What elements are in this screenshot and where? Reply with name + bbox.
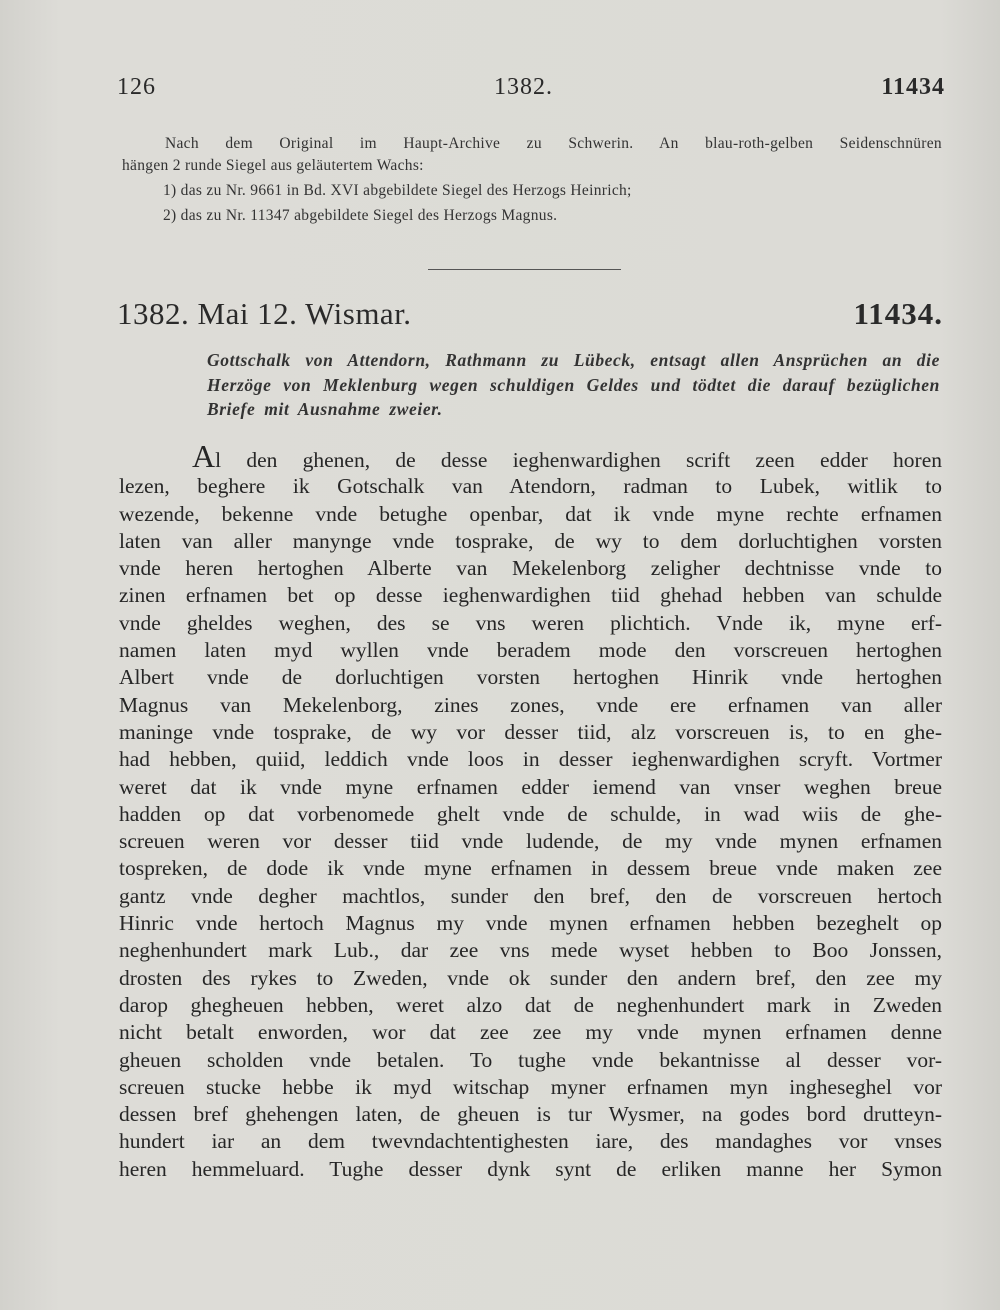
charter-line: darop ghegheuen hebben, weret alzo dat de neghenhundert mark in Zweden: [119, 992, 942, 1017]
charter-line: zinen erfnamen bet op desse ieghenwardighen tiid ghehad hebben van schulde: [119, 583, 942, 608]
entry-heading: [117, 296, 943, 340]
running-year: 1382.: [494, 74, 553, 100]
charter-line: namen laten myd wyllen vnde beradem mode den vorscreuen hertoghen: [119, 638, 942, 663]
charter-line: gheuen scholden vnde betalen. To tughe vnde bekantnisse al desser vor-: [119, 1047, 942, 1072]
drop-cap: A: [192, 438, 216, 474]
entry-summary: Gottschalk von Attendorn, Rathmann zu Lübeck, entsagt allen Ansprüchen an die Herzöge von Meklenburg wegen schuldigen Geldes und tödtet die darauf bezüglichen Briefe mit Ausnahme zweier.: [207, 350, 940, 419]
source-note-line-2: hängen 2 runde Siegel aus geläutertem Wachs:: [122, 157, 424, 174]
charter-line: hadden op dat vorbenomede ghelt vnde de schulde, in wad wiis de ghe-: [119, 801, 942, 826]
charter-line: maninge vnde tosprake, de wy vor desser tiid, alz vorscreuen is, to en ghe-: [119, 719, 942, 744]
charter-line: lezen, beghere ik Gotschalk van Atendorn, radman to Lubek, witlik to: [119, 474, 942, 499]
charter-line: Albert vnde de dorluchtigen vorsten hertoghen Hinrik vnde hertoghen: [119, 665, 942, 690]
entry-date-place: 1382. Mai 12. Wismar.: [117, 296, 412, 331]
section-divider: [428, 269, 621, 270]
charter-line: hundert iar an dem twevndachtentighesten iare, des mandaghes vor vnses: [119, 1129, 942, 1154]
charter-line: vnde heren hertoghen Alberte van Mekelenborg zeligher dechtnisse vnde to: [119, 556, 942, 581]
running-head: [117, 74, 945, 108]
charter-line: gantz vnde degher machtlos, sunder den bref, den de vorscreuen hertoch: [119, 883, 942, 908]
charter-line: had hebben, quiid, leddich vnde loos in desser ieghenwardighen scryft. Vortmer: [119, 747, 942, 772]
charter-line: wezende, bekenne vnde betughe openbar, dat ik vnde myne rechte erfnamen: [119, 501, 942, 526]
charter-line: vnde gheldes weghen, des se vns weren plichtich. Vnde ik, myne erf-: [119, 610, 942, 635]
charter-line: Magnus van Mekelenborg, zines zones, vnde ere erfnamen van aller: [119, 692, 942, 717]
source-note: [122, 133, 942, 227]
entry-number: 11434.: [853, 296, 943, 331]
charter-line: weret dat ik vnde myne erfnamen edder iemend van vnser weghen breue: [119, 774, 942, 799]
charter-line: neghenhundert mark Lub., dar zee vns mede wyset hebben to Boo Jonssen,: [119, 938, 942, 963]
charter-text: [119, 438, 942, 1183]
charter-line: screuen weren vor desser tiid vnde ludende, de my vnde mynen erfnamen: [119, 829, 942, 854]
running-document-number: 11434: [881, 74, 945, 100]
seal-item-2: 2) das zu Nr. 11347 abgebildete Siegel des Herzogs Magnus.: [163, 207, 558, 224]
charter-line: [119, 438, 942, 474]
seal-item-1: 1) das zu Nr. 9661 in Bd. XVI abgebildete Siegel des Herzogs Heinrich;: [163, 182, 632, 199]
source-note-line-1: Nach dem Original im Haupt-Archive zu Schwerin. An blau-roth-gelben Seidenschnüren: [165, 135, 942, 152]
charter-line: drosten des rykes to Zweden, vnde ok sunder den andern bref, den zee my: [119, 965, 942, 990]
charter-line: heren hemmeluard. Tughe desser dynk synt de erliken manne her Symon: [119, 1156, 942, 1181]
charter-line: nicht betalt enworden, wor dat zee zee my vnde mynen erfnamen denne: [119, 1020, 942, 1045]
charter-line: laten van aller manynge vnde tosprake, de wy to dem dorluchtighen vorsten: [119, 528, 942, 553]
charter-line: dessen bref ghehengen laten, de gheuen is tur Wysmer, na godes bord drutteyn-: [119, 1102, 942, 1127]
charter-line: tospreken, de dode ik vnde myne erfnamen in dessem breue vnde maken zee: [119, 856, 942, 881]
charter-line-text: l den ghenen, de desse ieghenwardighen scrift zeen edder horen: [215, 448, 942, 472]
page-number: 126: [117, 74, 156, 100]
charter-line: Hinric vnde hertoch Magnus my vnde mynen erfnamen hebben bezeghelt op: [119, 911, 942, 936]
charter-line: screuen stucke hebbe ik myd witschap myner erfnamen myn ingheseghel vor: [119, 1074, 942, 1099]
